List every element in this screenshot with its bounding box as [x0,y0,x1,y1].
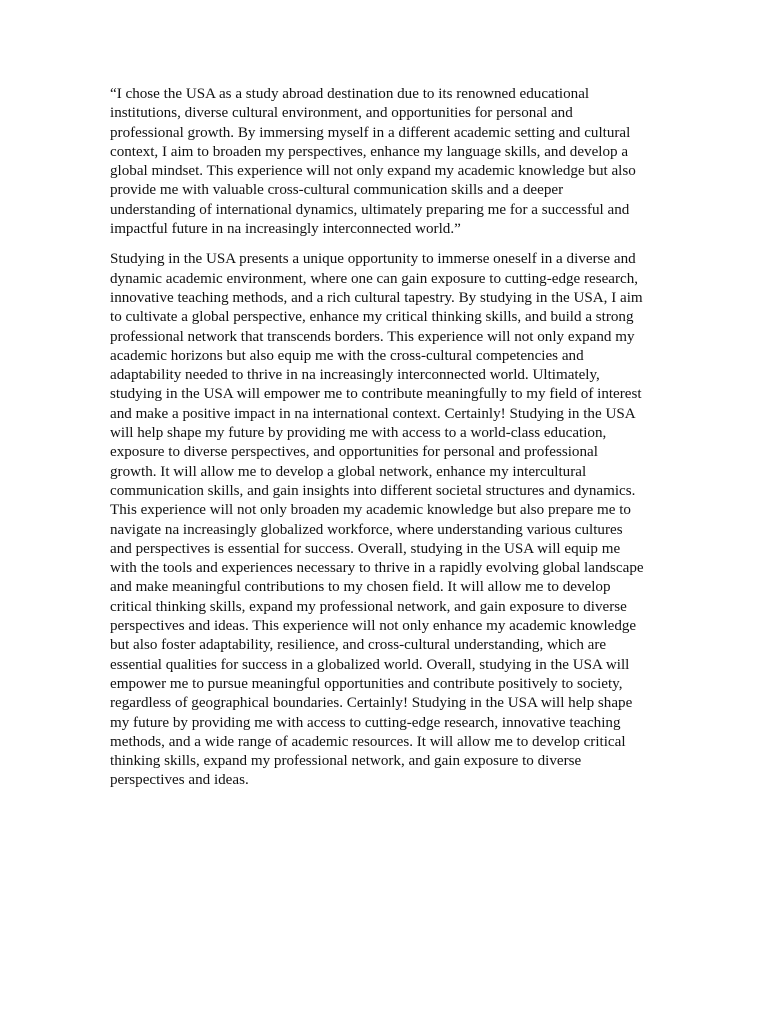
text-line: communication skills, and gain insights into different societal structures and dynamics. [110,482,636,499]
text-line: professional growth. By immersing myself in a different academic setting and cultural [110,124,631,141]
text-line: growth. It will allow me to develop a global network, enhance my intercultural [110,463,587,480]
text-line: navigate na increasingly globalized workforce, where understanding various cultures [110,521,623,538]
text-line: innovative teaching methods, and a rich cultural tapestry. By studying in the USA, I aim [110,289,643,306]
text-line: provide me with valuable cross-cultural communication skills and a deeper [110,182,564,199]
text-line: dynamic academic environment, where one can gain exposure to cutting-edge research, [110,270,639,287]
text-line: global mindset. This experience will not only expand my academic knowledge but also [110,163,636,180]
text-line: regardless of geographical boundaries. Certainly! Studying in the USA will help shape [110,695,633,712]
text-line: context, I aim to broaden my perspectives, enhance my language skills, and develop a [110,143,629,160]
text-line: academic horizons but also equip me with the cross-cultural competencies and [110,347,584,364]
text-line: “I chose the USA as a study abroad destination due to its renowned educational [110,86,590,102]
text-line: and make meaningful contributions to my chosen field. It will allow me to develop [110,579,611,596]
text-line: perspectives and ideas. This experience will not only enhance my academic knowledge [110,618,637,635]
text-line: critical thinking skills, expand my professional network, and gain exposure to diverse [110,598,627,615]
text-line: to cultivate a global perspective, enhance my critical thinking skills, and build a strong [110,309,634,326]
text-line: adaptability needed to thrive in na increasingly interconnected world. Ultimately, [110,367,600,384]
paragraph-body [110,250,660,790]
text-line: studying in the USA will empower me to contribute meaningfully to my field of interest [110,386,642,403]
text-line: Studying in the USA presents a unique opportunity to immerse oneself in a diverse and [110,251,636,268]
text-line: my future by providing me with access to cutting-edge research, innovative teaching [110,714,621,731]
text-line: but also foster adaptability, resilience, and cross-cultural understanding, which are [110,637,607,654]
text-line: understanding of international dynamics, ultimately preparing me for a successful and [110,201,630,218]
text-line: exposure to diverse perspectives, and opportunities for personal and professional [110,444,598,461]
text-line: with the tools and experiences necessary to thrive in a rapidly evolving global landscape [110,560,644,577]
text-line: will help shape my future by providing me with access to a world-class education, [110,425,607,442]
text-line: and make a positive impact in na international context. Certainly! Studying in the USA [110,405,636,422]
text-line: empower me to pursue meaningful opportunities and contribute positively to society, [110,675,623,692]
text-line: methods, and a wide range of academic resources. It will allow me to develop critical [110,733,626,750]
text-line: institutions, diverse cultural environment, and opportunities for personal and [110,105,573,122]
text-line: essential qualities for success in a globalized world. Overall, studying in the USA will [110,656,630,673]
text-line: perspectives and ideas. [110,772,249,789]
text-line: professional network that transcends borders. This experience will not only expand my [110,328,635,345]
text-line: impactful future in na increasingly interconnected world.” [110,221,461,238]
document-body [110,85,660,791]
text-line: thinking skills, expand my professional network, and gain exposure to diverse [110,753,582,770]
paragraph-quote [110,85,660,239]
text-line: and perspectives is essential for success. Overall, studying in the USA will equip me [110,540,621,557]
text-line: This experience will not only broaden my academic knowledge but also prepare me to [110,502,631,519]
